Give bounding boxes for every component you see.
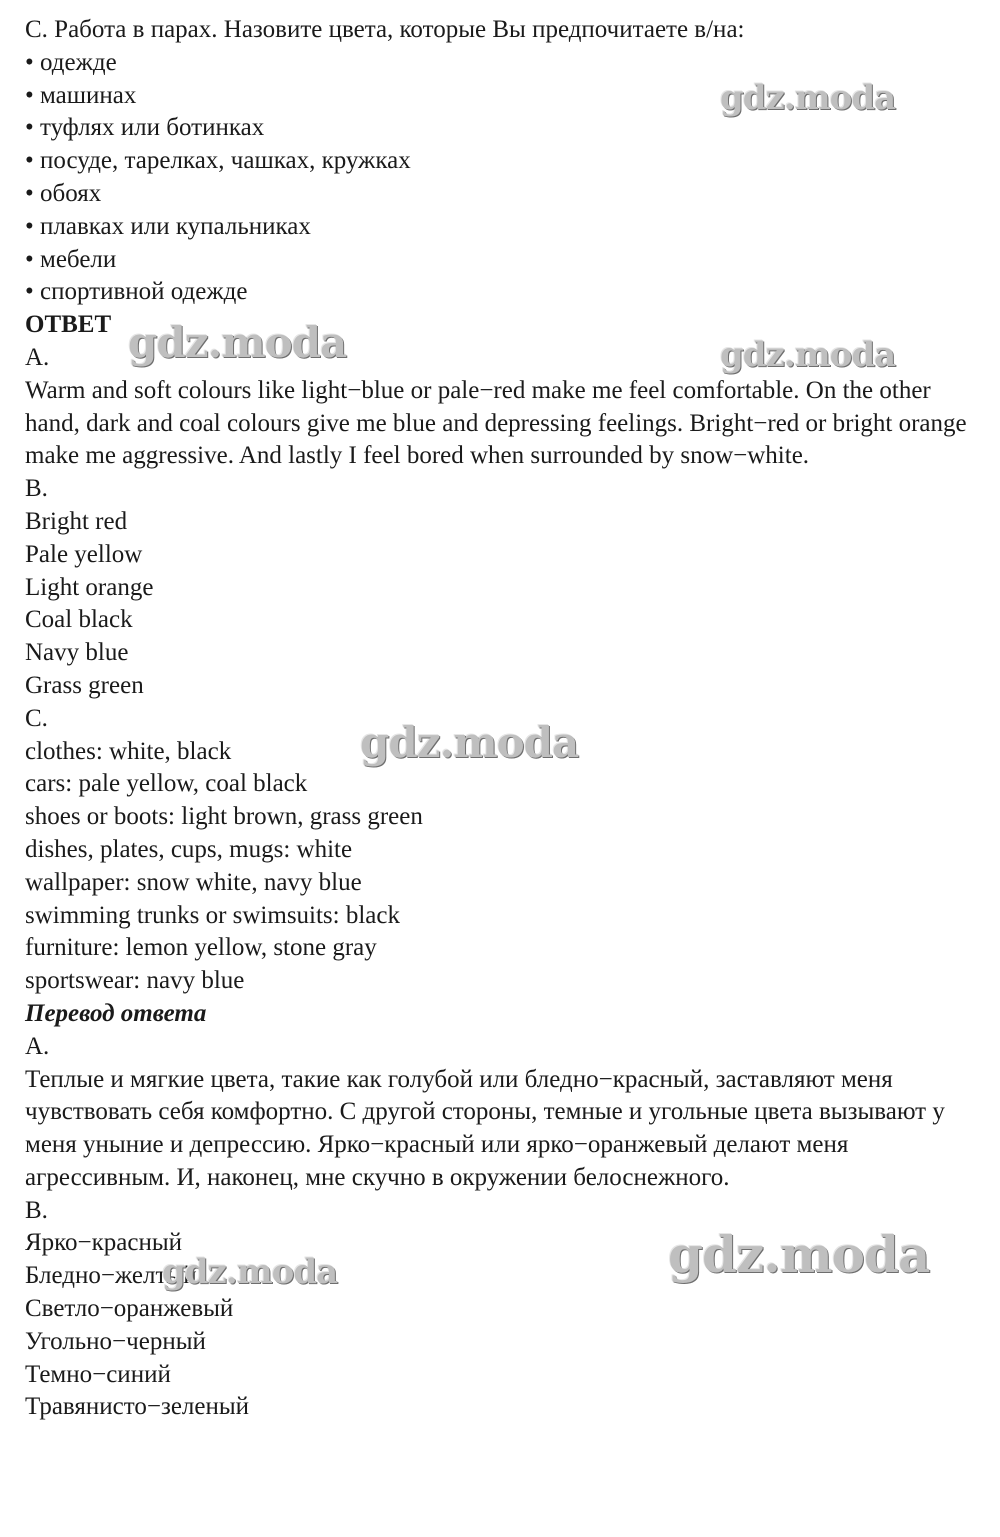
answer-c-item: sportswear: navy blue	[25, 967, 245, 995]
answer-c-label: C.	[25, 704, 48, 732]
task-title: C. Работа в парах. Назовите цвета, которые Вы предпочитаете в/на:	[25, 16, 745, 43]
answer-a-text: Warm and soft colours like light−blue or pale−red make me feel comfortable. On the other hand, dark and coal colours give me blue and depressing feelings. Bright−red or bright orange make me aggressive. And lastly I feel bored when surrounded by snow−white.	[25, 376, 967, 470]
answer-c-item: swimming trunks or swimsuits: black	[25, 901, 400, 929]
answer-b-item: Light orange	[25, 573, 154, 601]
answer-b-item: Navy blue	[25, 639, 129, 667]
answer-c-item: dishes, plates, cups, mugs: white	[25, 835, 353, 863]
translation-b-item: Угольно−черный	[25, 1327, 206, 1355]
answer-c-item: furniture: lemon yellow, stone gray	[25, 934, 377, 962]
task-item: • одежде	[25, 47, 985, 80]
translation-b-item: Бледно−желтый	[25, 1262, 197, 1290]
document-page	[25, 14, 985, 1424]
task-item: • мебели	[25, 244, 985, 277]
answer-c-item: clothes: white, black	[25, 737, 232, 765]
watermark-logo: gdz.moda	[720, 78, 896, 118]
answer-heading: ОТВЕТ	[25, 311, 112, 339]
translation-b-item: Ярко−красный	[25, 1229, 183, 1257]
answer-b-label: B.	[25, 475, 48, 503]
answer-b-item: Coal black	[25, 606, 133, 634]
answer-a-label: A.	[25, 343, 50, 371]
answer-b-item: Grass green	[25, 671, 144, 699]
watermark-logo: gdz.moda	[360, 718, 579, 767]
answer-b-item: Bright red	[25, 507, 128, 535]
translation-b-item: Темно−синий	[25, 1360, 171, 1388]
translation-b-item: Травянисто−зеленый	[25, 1393, 250, 1421]
watermark-logo: gdz.moda	[128, 318, 347, 367]
watermark-logo: gdz.moda	[668, 1225, 930, 1284]
translation-a-label: A.	[25, 1032, 50, 1060]
translation-heading: Перевод ответа	[25, 999, 207, 1027]
translation-b-item: Светло−оранжевый	[25, 1295, 234, 1323]
answer-b-item: Pale yellow	[25, 540, 143, 568]
task-item: • машинах	[25, 80, 985, 113]
translation-b-label: B.	[25, 1196, 48, 1224]
task-item: • спортивной одежде	[25, 276, 985, 309]
watermark-logo: gdz.moda	[720, 335, 896, 375]
answer-c-item: shoes or boots: light brown, grass green	[25, 803, 423, 831]
task-item: • обоях	[25, 178, 985, 211]
task-item: • туфлях или ботинках	[25, 112, 985, 145]
watermark-logo: gdz.moda	[162, 1252, 338, 1292]
answer-c-item: cars: pale yellow, coal black	[25, 770, 308, 798]
task-item: • посуде, тарелках, чашках, кружках	[25, 145, 985, 178]
translation-a-text: Теплые и мягкие цвета, такие как голубой или бледно−красный, заставляют меня чувствовать себя комфортно. С другой стороны, темные и угольные цвета вызывают у меня уныние и депрессию. Ярко−красный или ярко−оранжевый делают меня агрессивным. И, наконец, мне скучно в окружении белоснежного.	[25, 1065, 945, 1191]
answer-c-item: wallpaper: snow white, navy blue	[25, 868, 362, 896]
task-item: • плавках или купальниках	[25, 211, 985, 244]
